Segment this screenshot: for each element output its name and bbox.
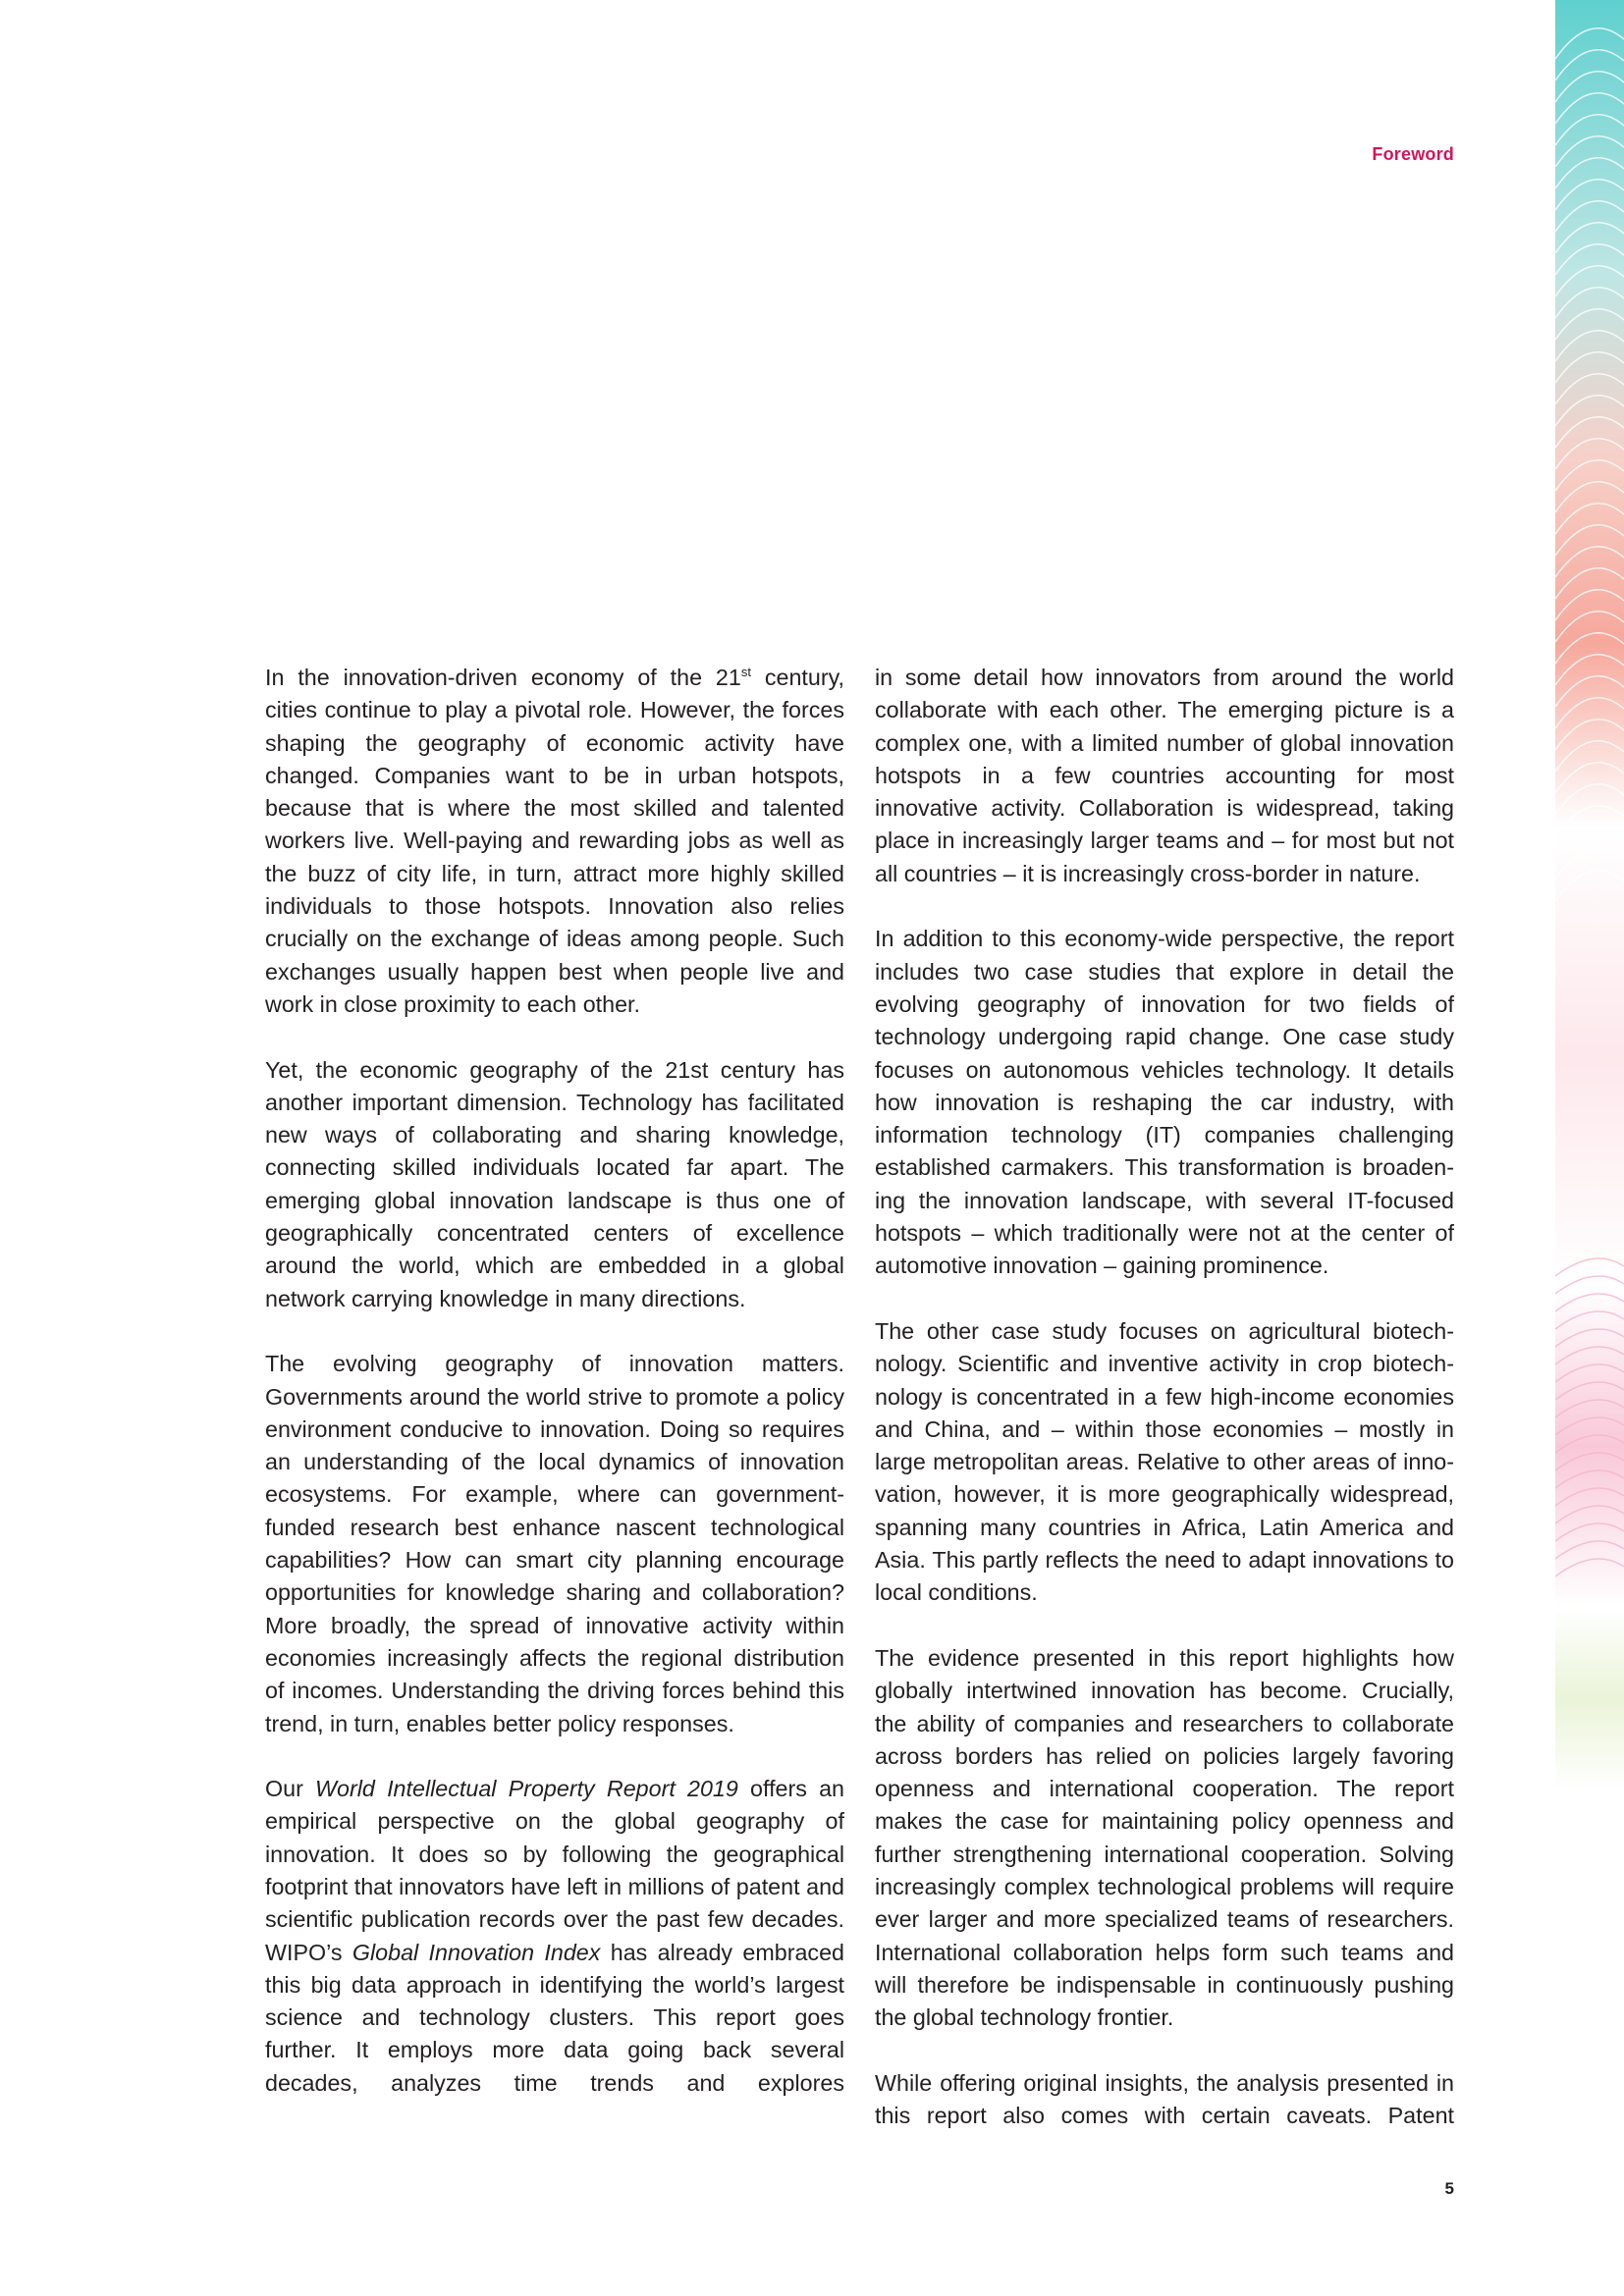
paragraph: in some detail how innovators from around the world collaborate with each other. The emerging picture is a complex one, with a limited number of global innovation hotspots in a few countries accounting for most innovative activity. Collaboration is widespread, taking place in increasingly larger teams and – for most but not all countries – it is increasingly cross-border in nature. (875, 665, 1454, 886)
paragraph: In addition to this economy-wide perspective, the report includes two case studies that explore in detail the evolving geography of innovation for two fields of technology undergoing rapid change. One case study focuses on autonomous vehicles technology. It details how innovation is reshaping the car industry, with information technology (IT) companies challenging established carmakers. This transformation is broadening the innovation landscape, with several IT-focused hotspots – which traditionally were not at the center of automotive innovation – gaining prominence. (875, 926, 1454, 1279)
page-number: 5 (1444, 2179, 1454, 2198)
paragraph: While offering original insights, the analysis presented in this report also comes with certain caveats. Patent (875, 2069, 1454, 2129)
paragraph: The evolving geography of innovation matters. Governments around the world strive to promote a policy environment conducive to innovation. Doing so requires an understanding of the local dynamics of innovation ecosystems. For example, where can government-funded research best enhance nascent technological capabilities? How can smart city planning encourage opportunities for knowledge sharing and collaboration? More broadly, the spread of innovative activity within economies increasingly affects the regional distribution of incomes. Understanding the driving forces behind this trend, in turn, enables better policy responses. (265, 1351, 844, 1736)
paragraph: Our World Intellectual Property Report 2019 offers an empirical perspective on the global geography of innovation. It does so by following the geographical footprint that innovators have left in millions of patent and scientific publication records over the past few decades. WIPO’s Global Innovation Index has already embraced this big data approach in identifying the world’s largest science and technology clusters. This report goes further. It employs more data going back several decades, analyzes time trends and explores (265, 1776, 845, 2096)
running-header: Foreword (1372, 144, 1454, 164)
paragraph: The evidence presented in this report highlights how globally intertwined innovation has become. Crucially, the ability of companies and researchers to collaborate across borders has relied on policies largely favoring openness and international cooperation. The report makes the case for maintaining policy openness and further strengthening international cooperation. Solving increasingly complex technological problems will require ever larger and more specialized teams of researchers. International collaboration helps form such teams and will therefore be indispensable in continuously pushing the global technology frontier. (875, 1644, 1454, 2031)
right-column (875, 662, 1454, 2132)
paragraph: Yet, the economic geography of the 21st century has another important dimension. Technology has facilitated new ways of collaborating and sharing knowledge, connecting skilled individuals located far apart. The emerging global innovation landscape is thus one of geographically concentrated centers of excellence around the world, which are embedded in a global network carrying knowledge in many directions. (265, 1056, 844, 1311)
paragraph: In the innovation-driven economy of the 21st century, cities continue to play a pivotal role. However, the forces shaping the geography of economic activity have changed. Companies want to be in urban hotspots, because that is where the most skilled and talented workers live. Well-paying and rewarding jobs as well as the buzz of city life, in turn, attract more highly skilled individuals to those hotspots. Innovation also relies crucially on the exchange of ideas among people. Such exchanges usually happen best when people live and work in close proximity to each other. (265, 665, 844, 1017)
left-column (265, 662, 844, 2100)
paragraph: The other case study focuses on agricultural biotechnology. Scientific and inventive activity in crop biotechnology is concentrated in a few high-income economies and China, and – within those economies – mostly in large metropolitan areas. Relative to other areas of innovation, however, it is more geographically widespread, spanning many countries in Africa, Latin America and Asia. This partly reflects the need to adapt innovations to local conditions. (875, 1317, 1454, 1606)
decorative-edge-art (1555, 0, 1624, 2296)
